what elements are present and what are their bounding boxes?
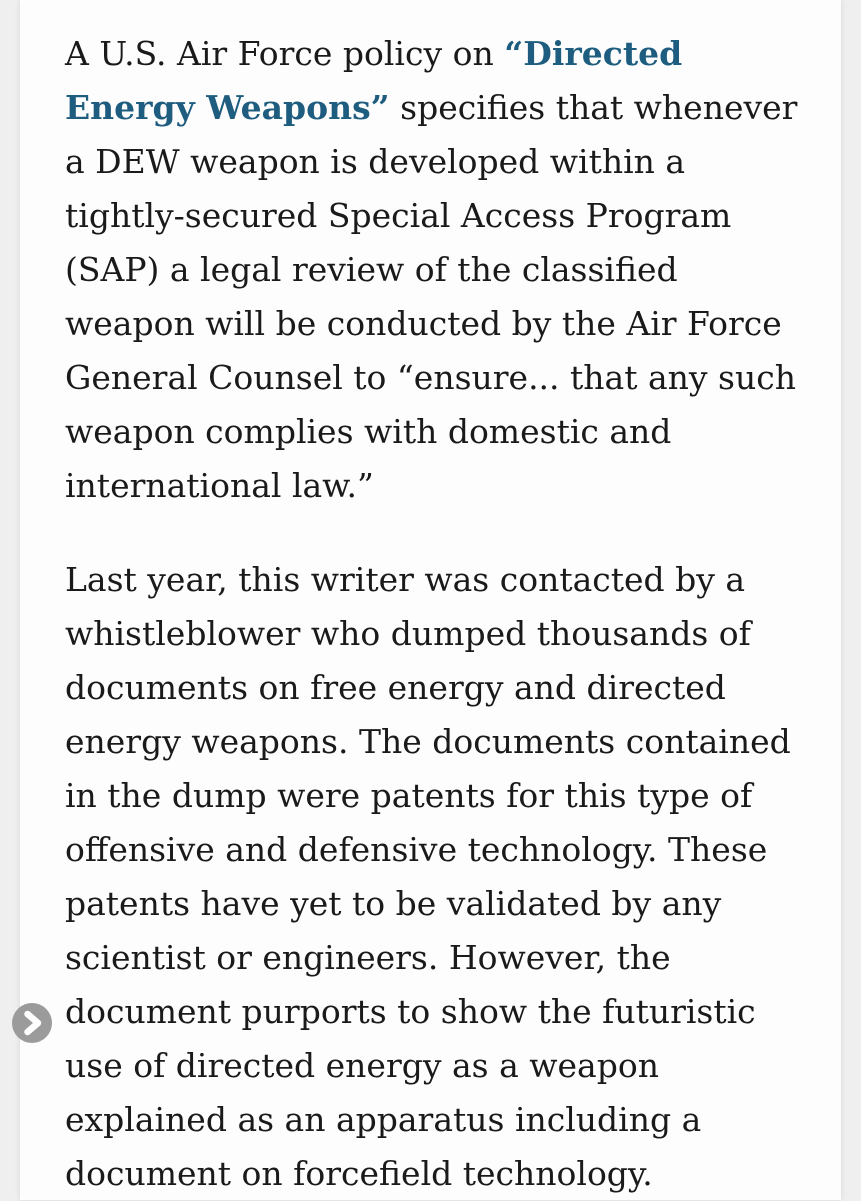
paragraph-1-text-after-link: specifies that whenever a DEW weapon is developed within a tightly-secured Special Access Program (SAP) a legal review of the classified weapon will be conducted by the Air Force General Counsel to “ensure... that any such weapon complies with domestic and international law.”	[65, 88, 798, 505]
article-paragraph-1	[65, 27, 803, 513]
article-content	[20, 0, 841, 1200]
paragraph-1-text-before-link: A U.S. Air Force policy on	[65, 34, 505, 73]
directed-energy-weapons-link[interactable]: “Directed Energy Weapons”	[65, 34, 683, 127]
article-paragraph-2: Last year, this writer was contacted by a whistleblower who dumped thousands of documents on free energy and directed energy weapons. The documents contained in the dump were patents for this type of offensive and defensive technology. These patents have yet to be validated by any scientist or engineers. However, the document purports to show the futuristic use of directed energy as a weapon explained as an apparatus including a document on forcefield technology.	[65, 560, 791, 1193]
chevron-right-icon	[12, 1003, 52, 1043]
next-arrow-button[interactable]	[12, 1003, 52, 1043]
